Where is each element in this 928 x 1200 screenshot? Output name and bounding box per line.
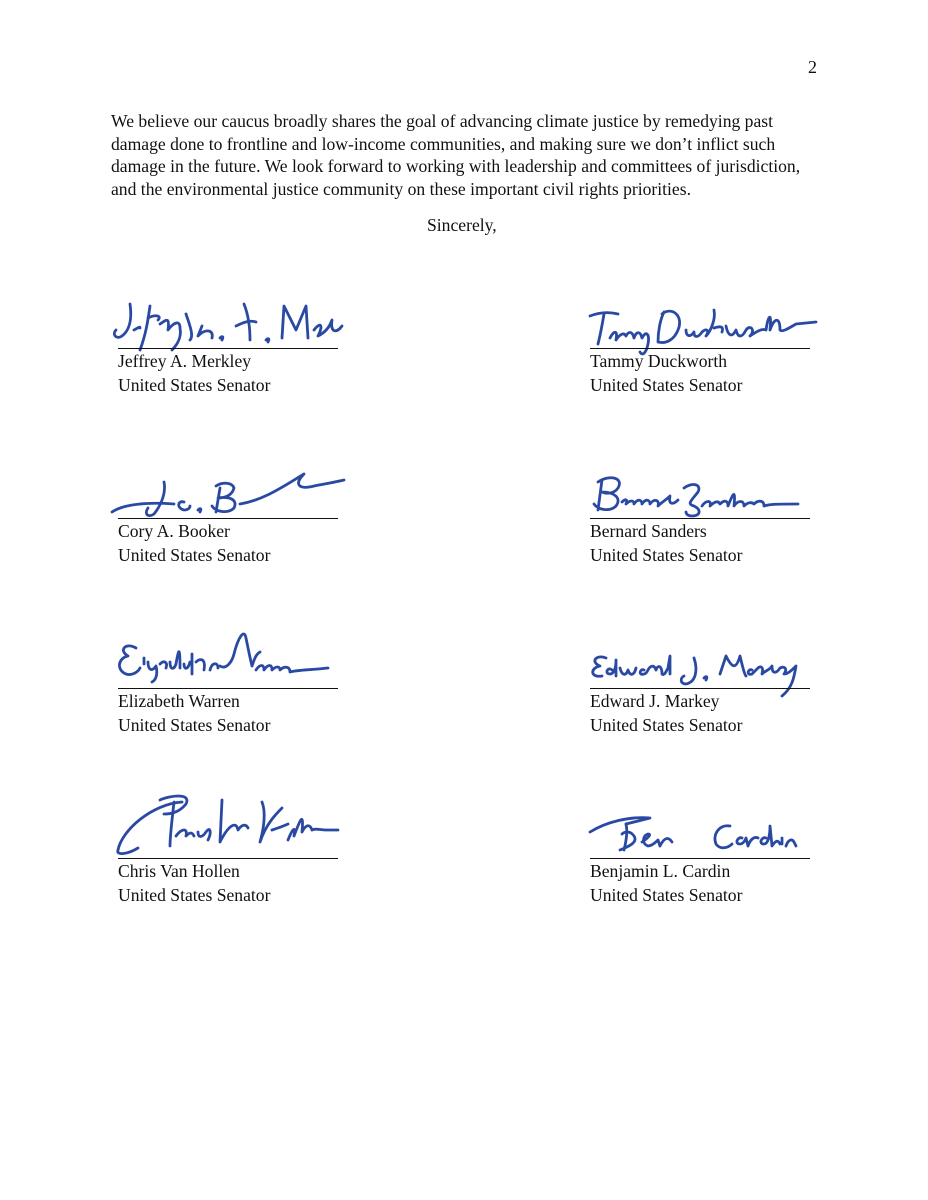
signature-warren: [114, 618, 344, 698]
body-paragraph: We believe our caucus broadly shares the goal of advancing climate justice by remedying past damage done to frontline and low-income communities, and making sure we don’t inflict such damage in the future. We look forward to working with leadership and committees of jurisdiction, and the environmental justice community on these important civil rights priorities.: [111, 111, 801, 199]
signer-title: United States Senator: [118, 545, 271, 565]
signer-name: Chris Van Hollen: [118, 861, 240, 881]
signer-name: Tammy Duckworth: [590, 351, 728, 371]
signer-name: Benjamin L. Cardin: [590, 861, 731, 881]
signer-title: United States Senator: [118, 885, 271, 905]
closing-salutation: Sincerely,: [427, 215, 497, 235]
signer-name: Elizabeth Warren: [118, 691, 240, 711]
signature-block-warren: [118, 636, 340, 756]
signature-block-booker: [118, 466, 340, 586]
signer-name: Cory A. Booker: [118, 521, 230, 541]
signer-name: Edward J. Markey: [590, 691, 720, 711]
signature-block-van-hollen: [118, 806, 340, 926]
page-number: 2: [808, 57, 817, 77]
signature-block-duckworth: [590, 296, 812, 416]
signature-cardin: [586, 802, 826, 862]
signature-block-merkley: [118, 296, 340, 416]
signer-title: United States Senator: [118, 715, 271, 735]
signature-van-hollen: [112, 780, 342, 860]
signer-title: United States Senator: [118, 375, 271, 395]
signature-block-sanders: [590, 466, 812, 586]
signer-title: United States Senator: [590, 715, 743, 735]
signature-block-markey: [590, 636, 812, 756]
signer-title: United States Senator: [590, 885, 743, 905]
signer-title: United States Senator: [590, 545, 743, 565]
signer-name: Jeffrey A. Merkley: [118, 351, 252, 371]
signature-block-cardin: [590, 806, 812, 926]
signer-title: United States Senator: [590, 375, 743, 395]
signer-name: Bernard Sanders: [590, 521, 707, 541]
